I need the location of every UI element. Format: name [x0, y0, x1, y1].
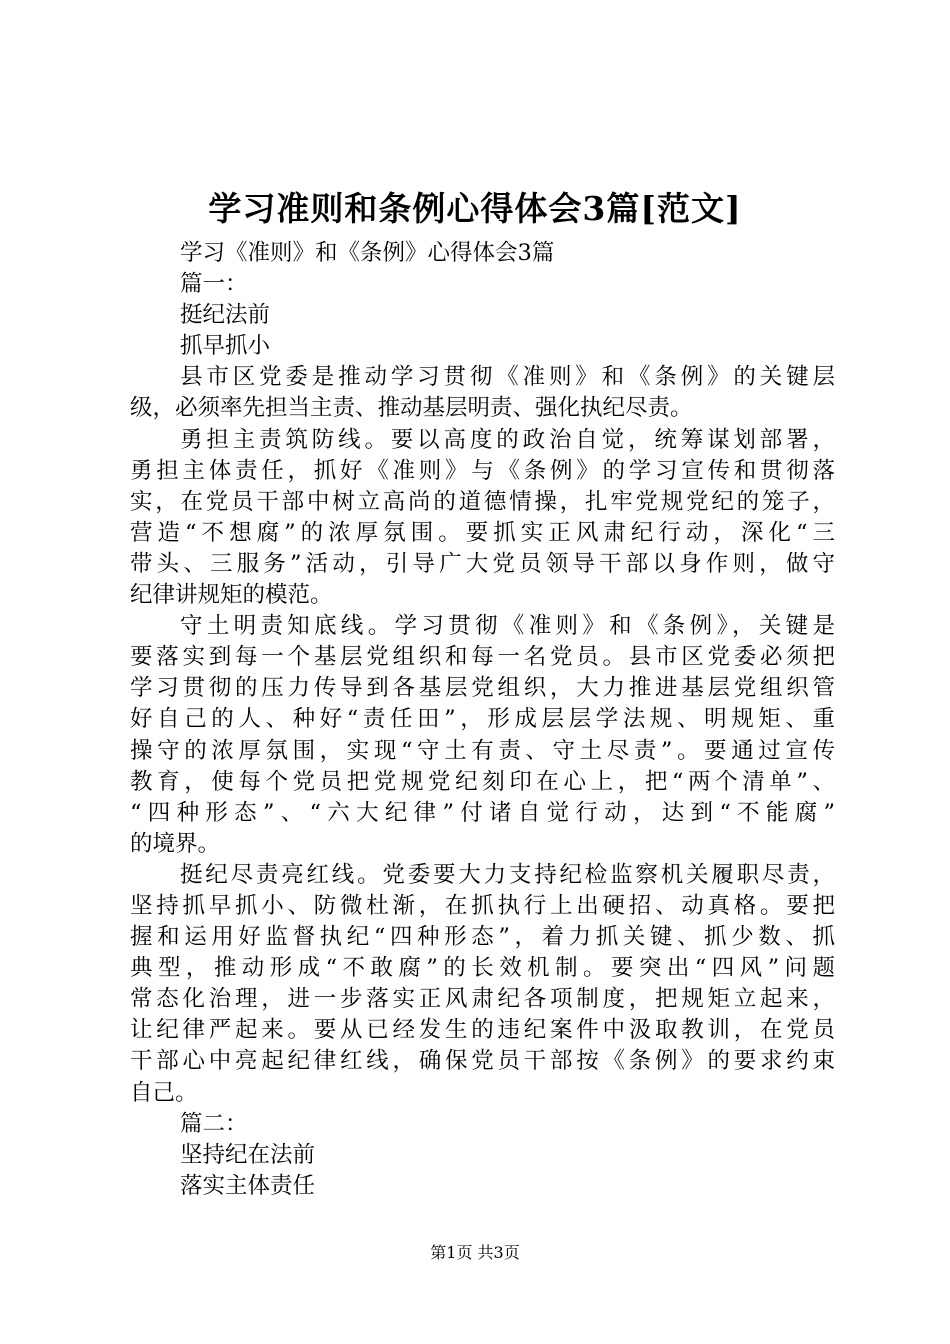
paragraph-line: 的境界。: [130, 830, 221, 857]
paragraph-line: 实，在党员干部中树立高尚的道德情操，扎牢党规党纪的笼子，: [130, 488, 835, 515]
paragraph-line: 教育，使每个党员把党规党纪刻印在心上，把“两个清单”、: [130, 768, 835, 795]
section-heading: 篇一：: [180, 271, 248, 298]
paragraph-line: 要落实到每一个基层党组织和每一名党员。县市区党委必须把: [130, 644, 835, 671]
paragraph-line: 纪律讲规矩的模范。: [130, 582, 333, 609]
paragraph-line: 学习贯彻的压力传导到各基层党组织，大力推进基层党组织管: [130, 675, 835, 702]
paragraph-line: “四种形态”、“六大纪律”付诸自觉行动，达到“不能腐”: [130, 799, 835, 826]
heading-line: 落实主体责任: [180, 1172, 316, 1199]
paragraph-line: 好自己的人、种好“责任田”，形成层层学法规、明规矩、重: [130, 706, 835, 733]
paragraph-line: 守土明责知底线。学习贯彻《准则》和《条例》，关键是: [180, 613, 835, 640]
paragraph-line: 带头、三服务”活动，引导广大党员领导干部以身作则，做守: [130, 550, 835, 577]
paragraph-line: 勇担主体责任，抓好《准则》与《条例》的学习宣传和贯彻落: [130, 457, 835, 484]
paragraph-line: 干部心中亮起纪律红线，确保党员干部按《条例》的要求约束: [130, 1048, 835, 1075]
page-number: 第1页 共3页: [430, 1243, 520, 1262]
paragraph-line: 营造“不想腐”的浓厚氛围。要抓实正风肃纪行动，深化“三: [130, 519, 835, 546]
paragraph-line: 握和运用好监督执纪“四种形态”，着力抓关键、抓少数、抓: [130, 924, 835, 951]
subtitle-line: 学习《准则》和《条例》心得体会3篇: [180, 240, 555, 266]
heading-line: 抓早抓小: [180, 333, 271, 360]
section-heading: 篇二：: [180, 1110, 248, 1137]
paragraph-line: 级，必须率先担当主责、推动基层明责、强化执纪尽责。: [130, 395, 693, 422]
heading-line: 挺纪法前: [180, 302, 271, 329]
paragraph-line: 典型，推动形成“不敢腐”的长效机制。要突出“四风”问题: [130, 955, 835, 982]
paragraph-line: 自己。: [130, 1079, 198, 1106]
paragraph-line: 常态化治理，进一步落实正风肃纪各项制度，把规矩立起来，: [130, 986, 835, 1013]
document-title: 学习准则和条例心得体会3篇[范文]: [208, 189, 742, 228]
paragraph-line: 坚持抓早抓小、防微杜渐，在抓执行上出硬招、动真格。要把: [130, 892, 835, 919]
heading-line: 坚持纪在法前: [180, 1141, 316, 1168]
paragraph-line: 操守的浓厚氛围，实现“守土有责、守土尽责”。要通过宣传: [130, 737, 835, 764]
paragraph-line: 勇担主责筑防线。要以高度的政治自觉，统筹谋划部署，: [180, 426, 835, 453]
document-body: [130, 238, 835, 1202]
paragraph-line: 县市区党委是推动学习贯彻《准则》和《条例》的关键层: [180, 364, 835, 391]
paragraph-line: 让纪律严起来。要从已经发生的违纪案件中汲取教训，在党员: [130, 1017, 835, 1044]
paragraph-line: 挺纪尽责亮红线。党委要大力支持纪检监察机关履职尽责，: [180, 861, 835, 888]
